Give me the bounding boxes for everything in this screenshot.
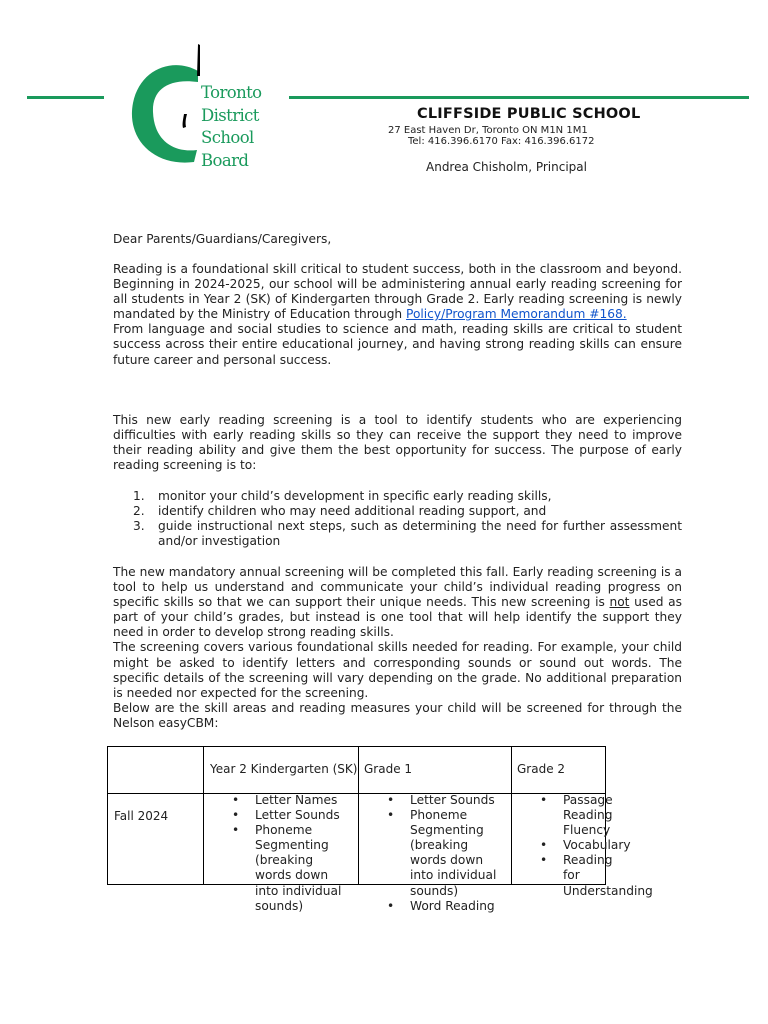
row-label-fall-2024: Fall 2024 [114,809,169,823]
logo-line: School [201,128,254,148]
paragraph-text: used as part of your child’s grades, but instead is one tool that will help identify the support they need in order to develop strong reading skills. [113,595,682,640]
intro-paragraph [113,262,682,368]
header-rule-right [289,96,749,99]
header-grade-1: Grade 1 [364,762,413,776]
ppm-168-link[interactable]: Policy/Program Memorandum #168. [406,307,627,322]
list-item: • Phoneme Segmenting (breaking words down into individual sounds) [383,808,507,899]
table-divider [358,747,359,884]
header-grade-2: Grade 2 [517,762,566,776]
paragraph-1b: From language and social studies to science and math, reading skills are critical to student success across their entire educational journey, and having strong reading skills can ensure future career and personal success. [113,322,682,367]
paragraph-text: This new early reading screening is a tool to identify students who are experiencing difficulties with early reading skills so they can receive the support they need to improve their reading ability and give them the best opportunity for success. The purpose of early reading screening is to: [113,413,682,473]
school-name: CLIFFSIDE PUBLIC SCHOOL [417,106,641,122]
paragraph-1 [113,262,682,322]
list-item: • Word Reading [383,899,507,914]
paragraph-3 [113,565,682,640]
tdsb-wordmark [201,82,261,172]
table-divider [511,747,512,884]
grade-2-skill-list [536,793,653,899]
paragraph-5: Below are the skill areas and reading measures your child will be screened for through the Nelson easyCBM: [113,700,682,730]
list-item: 3. guide instructional next steps, such as determining the need for further assessment and/or investigation [133,519,682,549]
grade-1-skill-list [383,793,507,914]
salutation: Dear Parents/Guardians/Caregivers, [113,232,332,246]
list-item-text: monitor your child’s development in specific early reading skills, [158,489,552,503]
sk-skill-list [228,793,352,914]
school-phone: Tel: 416.396.6170 Fax: 416.396.6172 [408,136,595,147]
school-address: 27 East Haven Dr, Toronto ON M1N 1M1 [388,125,588,136]
principal-name: Andrea Chisholm, Principal [426,160,587,174]
list-item: • Letter Sounds [383,793,507,808]
table-divider [203,747,204,884]
list-item-text: identify children who may need additional reading support, and [158,504,547,519]
paragraph-text: The new mandatory annual screening will be completed this fall. Early reading screening is a tool to help us understand and communicate your child’s individual reading progress on specific skills so that we can support their unique needs. This new screening is [113,565,682,610]
list-item: • Phoneme Segmenting (breaking words down into individual sounds) [228,823,352,914]
logo-line: Toronto [201,83,262,102]
header-rule-left [27,96,104,99]
skills-table [107,746,653,913]
table-divider [108,793,605,794]
list-item: • Letter Sounds [228,808,352,823]
screening-paragraphs [113,565,682,731]
paragraph-text: Reading is a foundational skill critical to student success, both in the classroom and beyond. Beginning in 2024-2025, our school will be administering annual early reading screening for all students in Year 2 (SK) of Kindergarten through Grade 2. Early reading screening is newly mandated by the Ministry of Education through [113,262,682,322]
list-item: • Passage Reading Fluency [536,793,602,838]
list-item: 2. identify children who may need additional reading support, and [133,504,547,519]
tdsb-apple-logo-icon [128,42,200,172]
paragraph-4: The screening covers various foundational skills needed for reading. For example, your child might be asked to identify letters and corresponding sounds or sound out words. The specific details of the screening will vary depending on the grade. No additional preparation is needed nor expected for the screening. [113,640,682,700]
logo-line: District [201,105,259,125]
emphasis-not: not [609,595,630,610]
list-item-text: guide instructional next steps, such as determining the need for further assessment and/or investigation [158,519,682,549]
logo-line: Board [201,150,249,170]
paragraph-2 [113,413,682,473]
list-item: • Letter Names [228,793,352,808]
purpose-list [113,489,682,549]
header-sk: Year 2 Kindergarten (SK) [210,762,358,776]
list-item: 1. monitor your child’s development in specific early reading skills, [133,489,552,503]
list-item: • Reading for Understanding [536,853,602,898]
list-item: • Vocabulary [536,838,602,853]
